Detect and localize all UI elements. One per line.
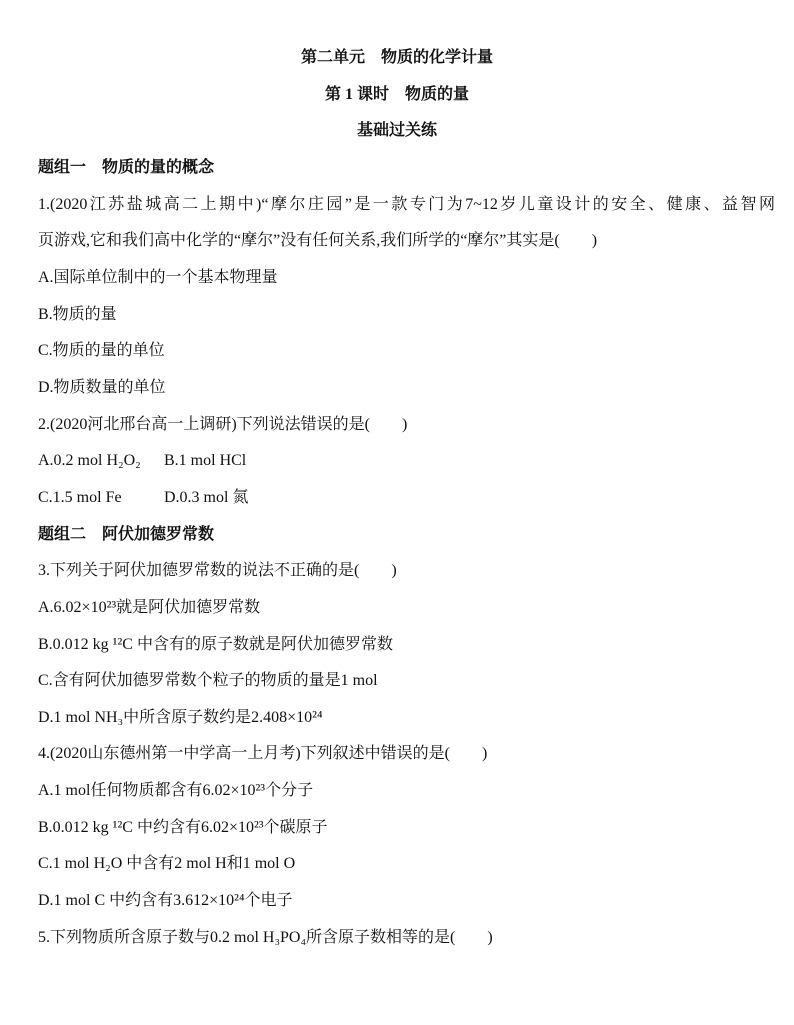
option-c: C.1.5 mol Fe: [38, 488, 122, 506]
option-row: [0, 480, 794, 517]
group-heading: 题组一 物质的量的概念: [38, 158, 215, 176]
section-title: 基础过关练: [356, 122, 437, 140]
question-stem-line: 1.(2020江苏盐城高二上期中)“摩尔庄园”是一款专门为7~12岁儿童设计的安全、健康、益智网: [38, 195, 775, 213]
lesson-title: 第 1 课时 物质的量: [324, 85, 469, 103]
option-a: A.6.02×10²³就是阿伏加德罗常数: [38, 598, 261, 616]
question-1: [0, 187, 794, 407]
question-stem-line: 5.下列物质所含原子数与0.2 mol H₃PO₄所含原子数相等的是( ): [38, 928, 493, 946]
question-3: [0, 553, 794, 736]
question-stem-line: 4.(2020山东德州第一中学高一上月考)下列叙述中错误的是( ): [38, 745, 488, 763]
unit-title: 第二单元 物质的化学计量: [300, 49, 493, 66]
option-d: D.0.3 mol 氮: [164, 488, 249, 506]
question-stem-line: 页游戏,它和我们高中化学的“摩尔”没有任何关系,我们所学的“摩尔”其实是( ): [38, 232, 598, 250]
option-b: B.物质的量: [38, 305, 117, 323]
option-b: B.0.012 kg ¹²C 中含有的原子数就是阿伏加德罗常数: [38, 635, 393, 653]
option-d: D.1 mol NH₃中所含原子数约是2.408×10²⁴: [38, 708, 323, 726]
option-a: A.0.2 mol H₂O₂: [38, 452, 141, 470]
option-d: D.物质数量的单位: [38, 378, 166, 396]
question-4: [0, 736, 794, 919]
question-stem-line: 2.(2020河北邢台高一上调研)下列说法错误的是( ): [38, 415, 408, 433]
option-d: D.1 mol C 中约含有3.612×10²⁴个电子: [38, 892, 293, 910]
option-a: A.国际单位制中的一个基本物理量: [38, 268, 278, 286]
question-2: [0, 407, 794, 517]
option-row: [0, 443, 794, 480]
option-c: C.1 mol H₂O 中含有2 mol H和1 mol O: [38, 855, 296, 873]
option-b: B.1 mol HCl: [164, 452, 247, 470]
question-group-2: [0, 517, 794, 957]
question-5: [0, 920, 794, 957]
option-c: C.含有阿伏加德罗常数个粒子的物质的量是1 mol: [38, 672, 378, 690]
group-heading: 题组二 阿伏加德罗常数: [38, 525, 215, 543]
option-c: C.物质的量的单位: [38, 342, 165, 360]
question-stem-line: 3.下列关于阿伏加德罗常数的说法不正确的是( ): [38, 562, 397, 580]
option-b: B.0.012 kg ¹²C 中约含有6.02×10²³个碳原子: [38, 818, 328, 836]
option-a: A.1 mol任何物质都含有6.02×10²³个分子: [38, 782, 314, 800]
question-group-1: [0, 150, 794, 517]
